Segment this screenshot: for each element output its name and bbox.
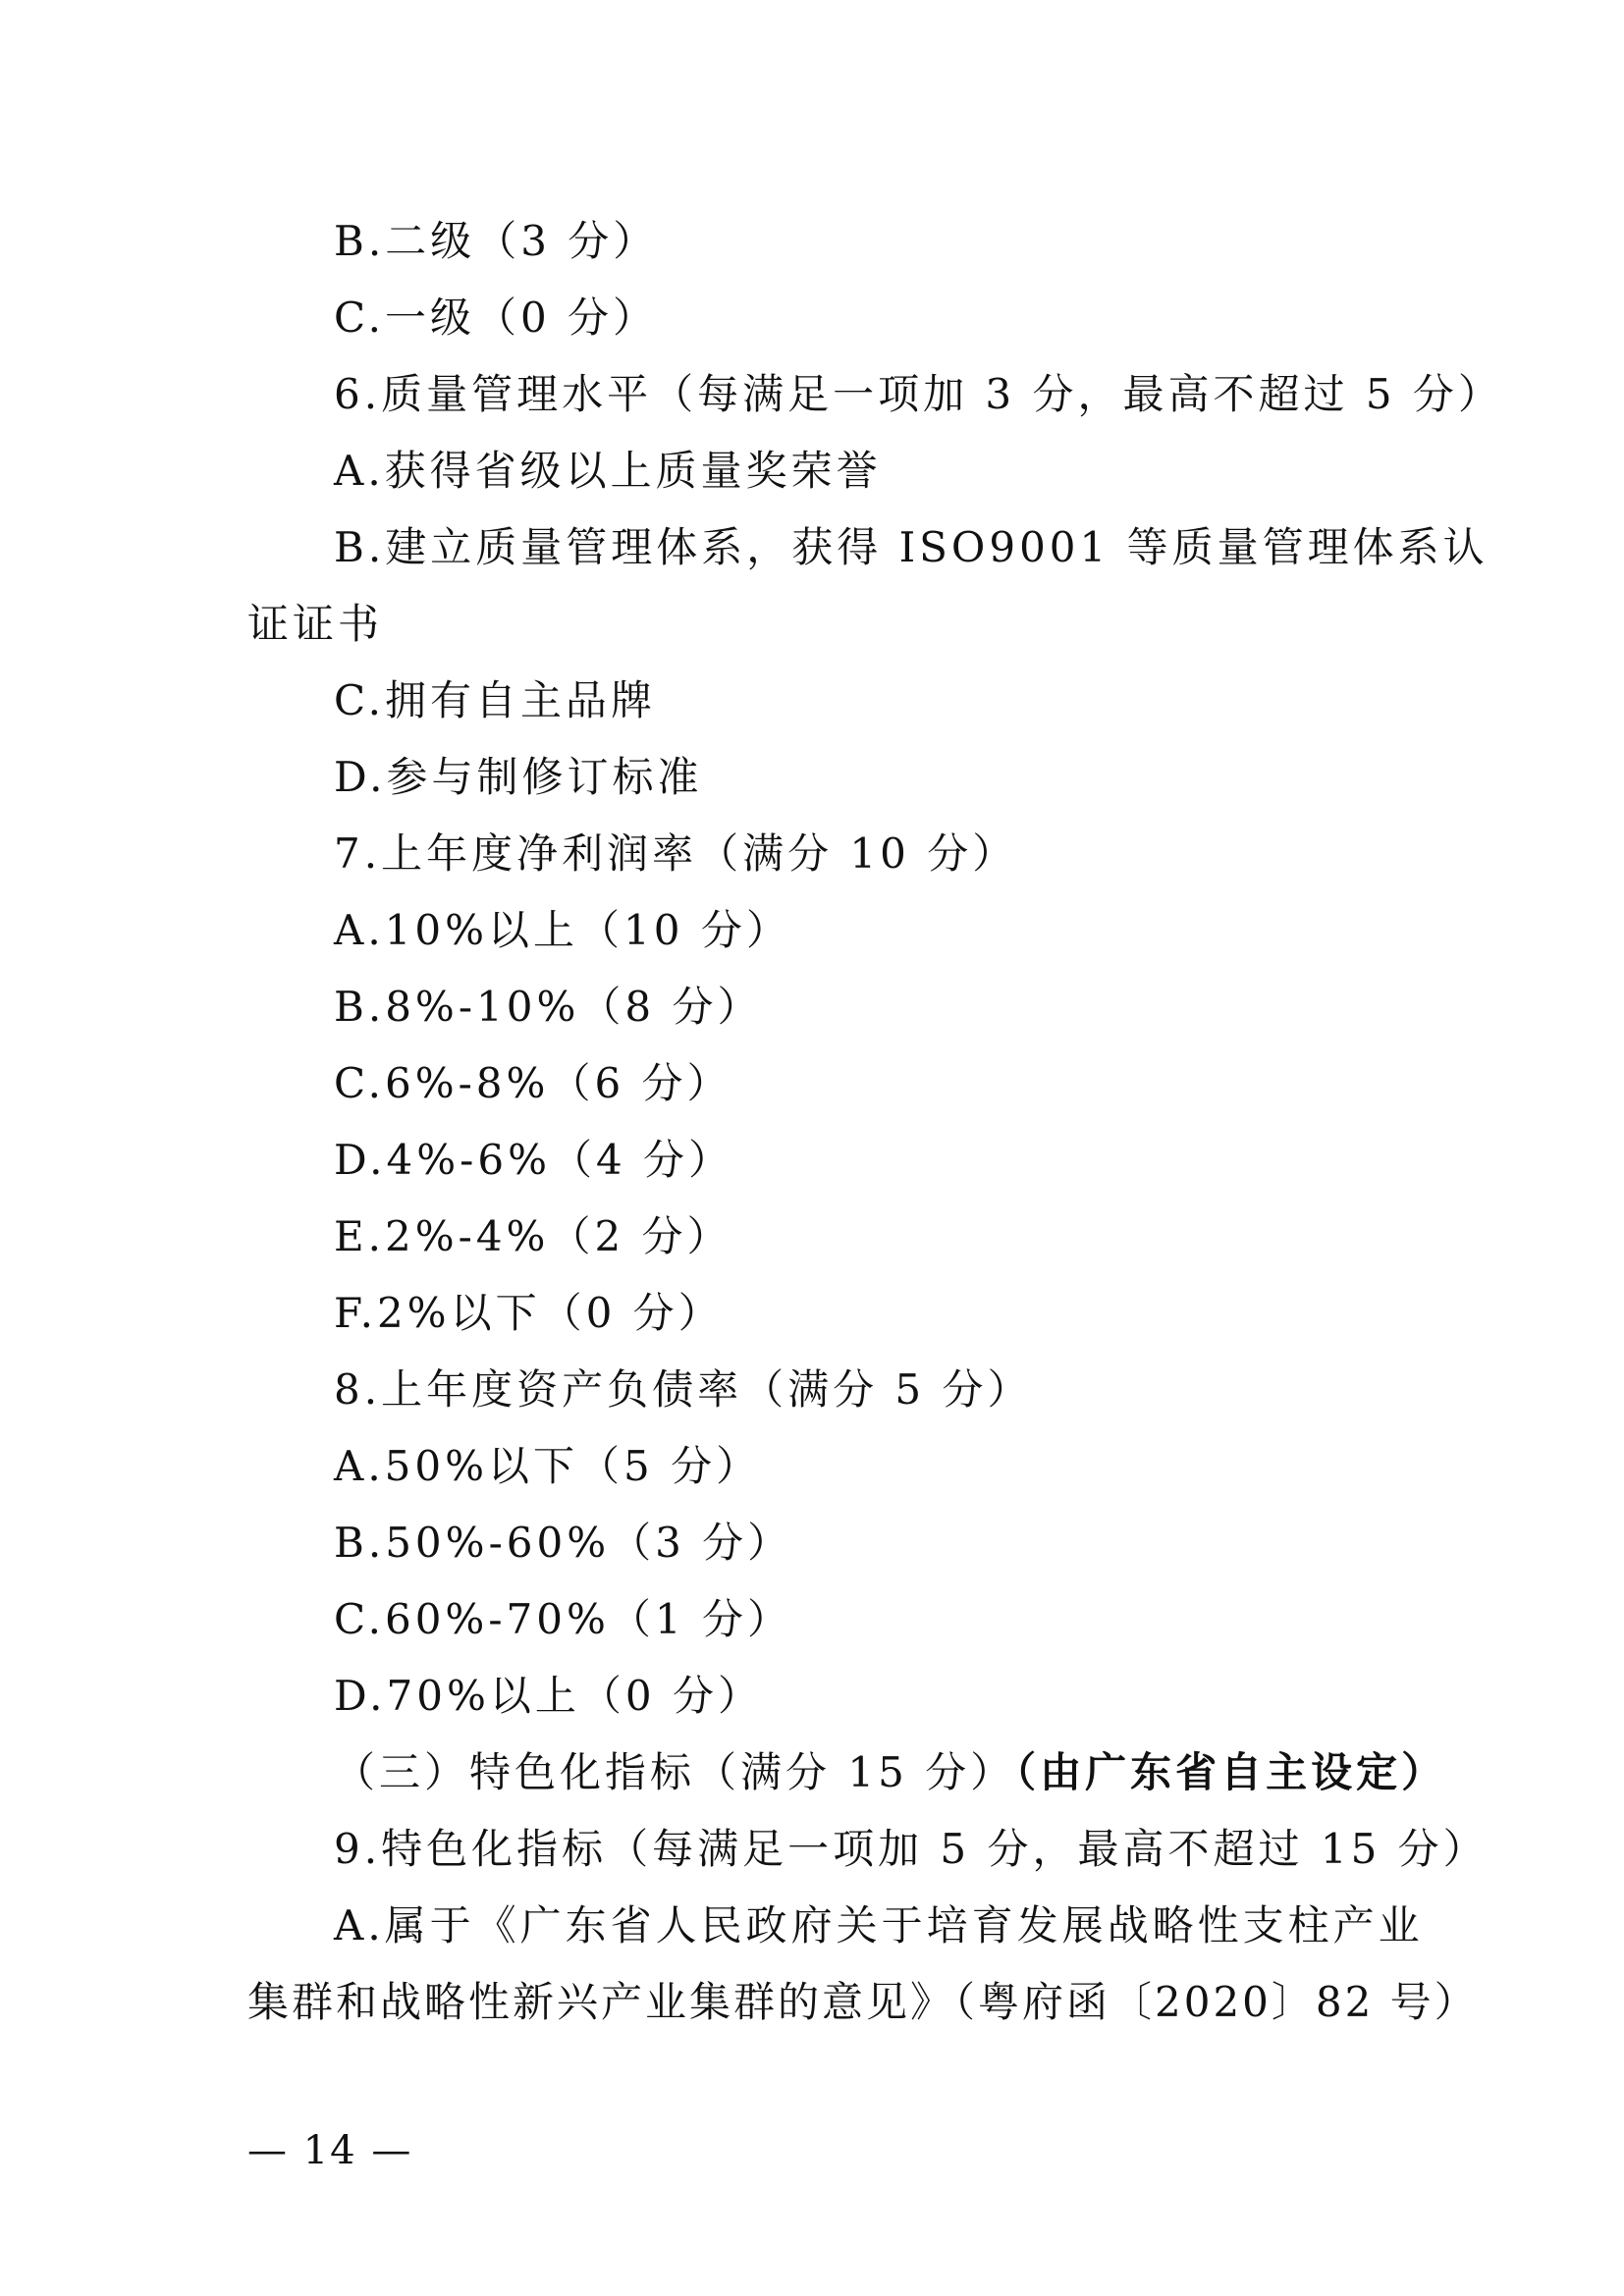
item-8-option-b: B.50%-60%（3 分）	[334, 1519, 793, 1567]
item-6-option-b-line2: 证证书	[247, 600, 384, 648]
page-number: — 14 —	[247, 2128, 413, 2173]
item-6-option-a: A.获得省级以上质量奖荣誉	[334, 447, 882, 495]
item-8-option-d: D.70%以上（0 分）	[334, 1672, 763, 1720]
item-6-title: 6.质量管理水平（每满足一项加 3 分，最高不超过 5 分）	[334, 370, 1503, 418]
option-c-level-one: C.一级（0 分）	[334, 294, 659, 342]
item-7-title: 7.上年度净利润率（满分 10 分）	[334, 829, 1018, 878]
section-3-heading	[334, 1747, 1446, 1798]
item-8-option-c: C.60%-70%（1 分）	[334, 1595, 792, 1643]
item-9-option-a-line2: 集群和战略性新兴产业集群的意见》（粤府函〔2020〕82 号）	[247, 1978, 1479, 2026]
item-7-option-c: C.6%-8%（6 分）	[334, 1059, 732, 1107]
item-9-option-a-line1: A.属于《广东省人民政府关于培育发展战略性支柱产业	[334, 1901, 1424, 1949]
item-7-option-a: A.10%以上（10 分）	[334, 906, 791, 954]
section-3-note: （由广东省自主设定）	[1015, 1748, 1447, 1796]
item-6-option-b-line1: B.建立质量管理体系，获得 ISO9001 等质量管理体系认	[334, 523, 1489, 571]
item-6-option-d: D.参与制修订标准	[334, 753, 703, 801]
item-8-title: 8.上年度资产负债率（满分 5 分）	[334, 1365, 1033, 1414]
section-3-title: （三）特色化指标（满分 15 分）	[334, 1748, 1016, 1796]
item-8-option-a: A.50%以下（5 分）	[334, 1442, 762, 1490]
item-7-option-f: F.2%以下（0 分）	[334, 1289, 724, 1337]
item-7-option-d: D.4%-6%（4 分）	[334, 1136, 734, 1184]
option-b-level-two: B.二级（3 分）	[334, 217, 659, 265]
item-6-option-c: C.拥有自主品牌	[334, 676, 656, 724]
item-7-option-e: E.2%-4%（2 分）	[334, 1212, 732, 1260]
item-9-title: 9.特色化指标（每满足一项加 5 分，最高不超过 15 分）	[334, 1825, 1489, 1873]
item-7-option-b: B.8%-10%（8 分）	[334, 983, 763, 1031]
